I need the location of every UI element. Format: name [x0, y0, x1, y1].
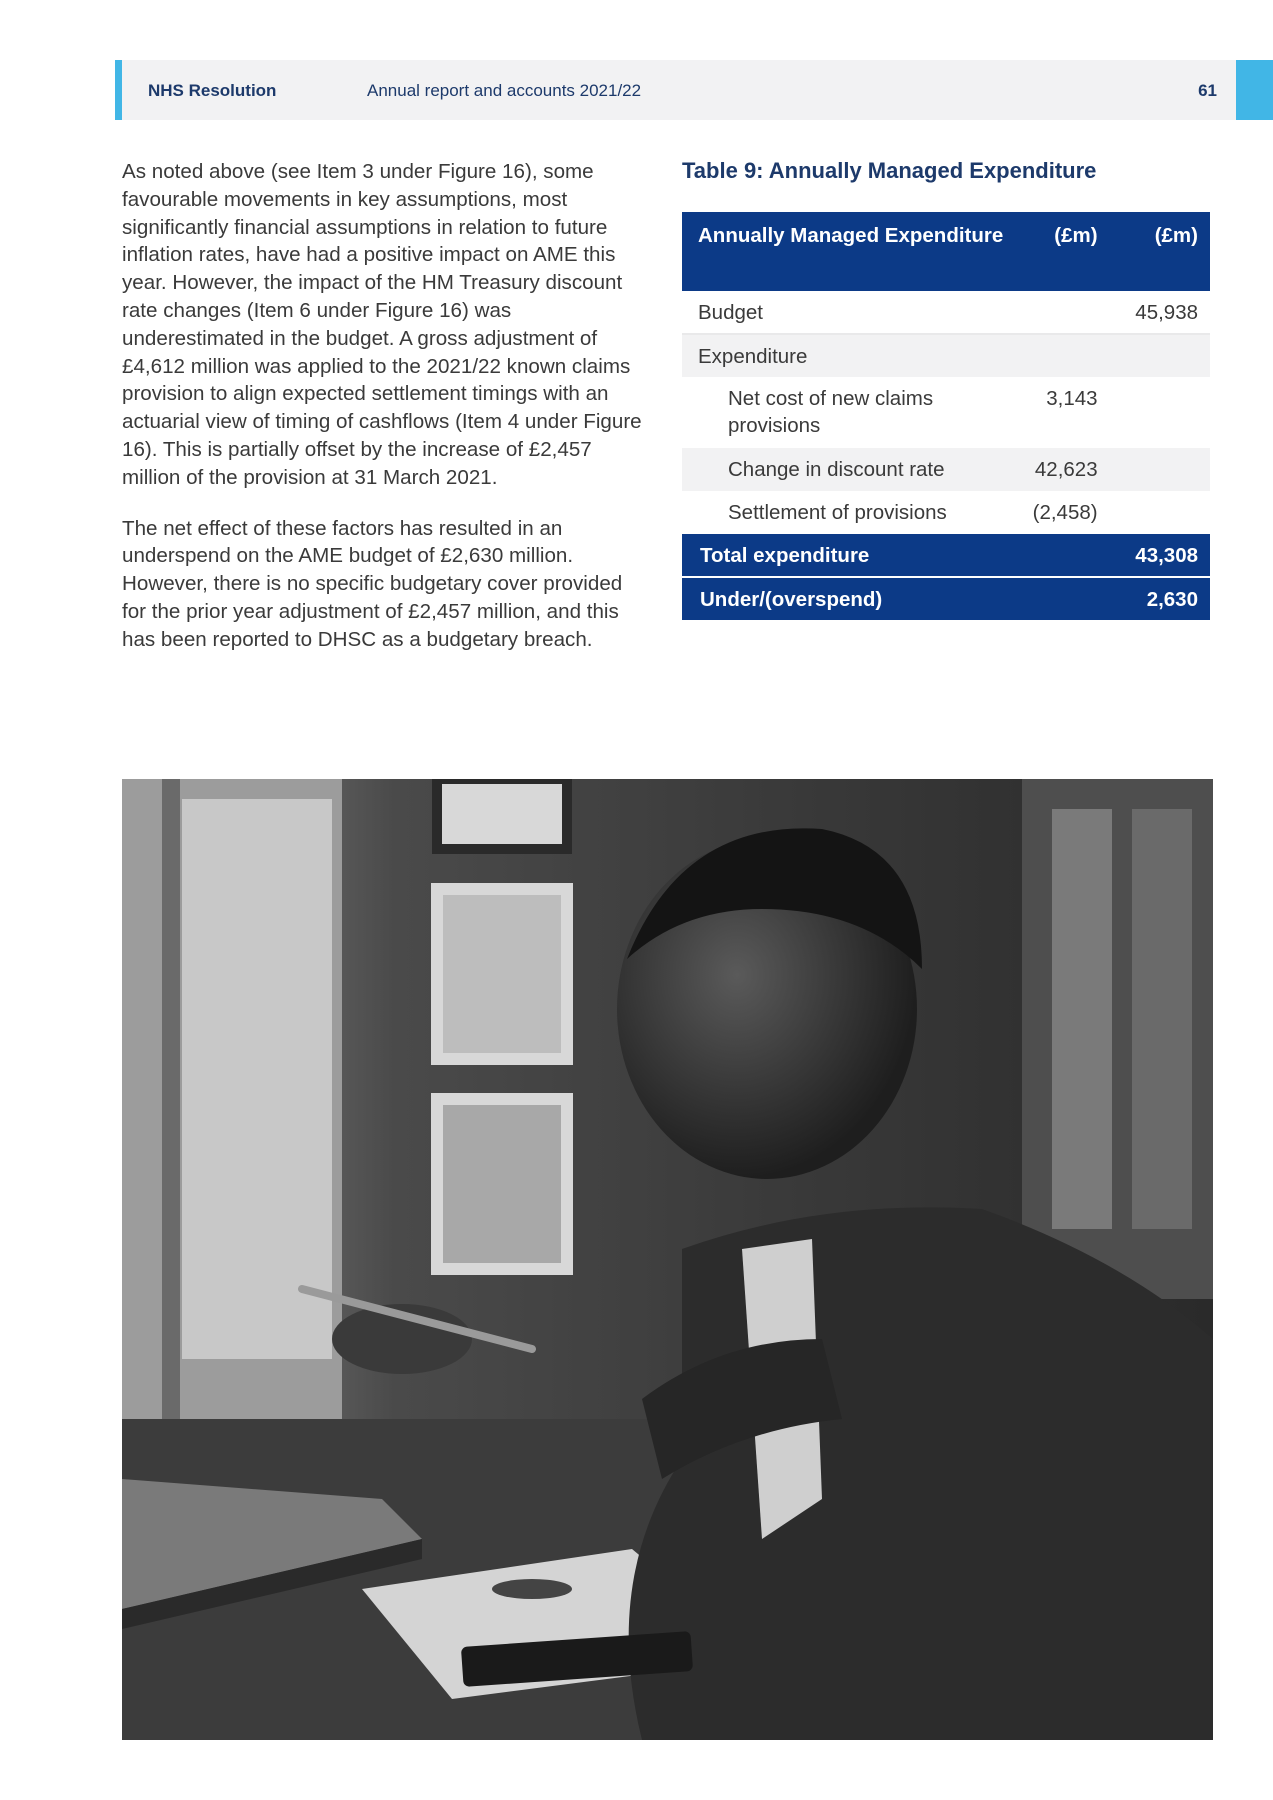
- row-value: [1007, 577, 1097, 620]
- row-label: Total expenditure: [700, 544, 870, 567]
- row-label: Change in discount rate: [728, 458, 945, 481]
- column-header-unit: (£m): [1054, 224, 1098, 247]
- column-header-unit: (£m): [1154, 224, 1198, 247]
- row-value: [1098, 334, 1210, 377]
- page-edge-tab: [1236, 60, 1273, 120]
- window-shape: [182, 799, 332, 1359]
- row-label: Budget: [682, 291, 1007, 334]
- row-label: Net cost of new claims provisions: [728, 387, 934, 437]
- row-value: [1007, 334, 1097, 377]
- picture-frame: [437, 889, 567, 1059]
- row-value: [1098, 491, 1210, 534]
- table-total-row: [682, 534, 1210, 577]
- row-value: (2,458): [1032, 501, 1098, 524]
- table-header-row: [682, 212, 1210, 291]
- row-value: [1098, 448, 1210, 491]
- header-org-name: NHS Resolution: [148, 81, 277, 100]
- picture-frame: [437, 779, 567, 849]
- picture-frame: [437, 1099, 567, 1269]
- row-label: Under/(overspend): [682, 577, 1007, 620]
- table-row: [682, 334, 1210, 377]
- row-value: [1007, 534, 1097, 577]
- row-value: [1098, 377, 1210, 448]
- row-label: Expenditure: [698, 345, 808, 368]
- body-text: [122, 158, 642, 677]
- header-document-title: Annual report and accounts 2021/22: [367, 81, 642, 100]
- row-value: 45,938: [1098, 291, 1210, 334]
- page-number: 61: [1198, 81, 1217, 100]
- table-row: [682, 377, 1210, 448]
- window-shape: [1052, 809, 1112, 1229]
- table-row: [682, 291, 1210, 334]
- row-label: Settlement of provisions: [728, 501, 947, 524]
- row-value: [1007, 291, 1097, 334]
- table-row: [682, 491, 1210, 534]
- paragraph: As noted above (see Item 3 under Figure 16), some favourable movements in key assumptions, most significantly financial assumptions in relation to future inflation rates, have had a positive impact on AME this year. However, the impact of the HM Treasury discount rate changes (Item 6 under Figure 16) was underestimated in the budget. A gross adjustment of £4,612 million was applied to the 2021/22 known claims provision to align expected settlement timings with an actuarial view of timing of cashflows (Item 4 under Figure 16). This is partially offset by the increase of £2,457 million of the provision at 31 March 2021.: [122, 160, 642, 489]
- row-value: 43,308: [1135, 544, 1198, 567]
- header-accent-bar: [115, 60, 122, 120]
- paragraph: The net effect of these factors has resulted in an underspend on the AME budget of £2,630 million. However, there is no specific budgetary cover provided for the prior year adjustment of £2,457 million, and this has been reported to DHSC as a budgetary breach.: [122, 516, 623, 651]
- person-body-shape: [629, 1207, 1213, 1740]
- column-header-label: Annually Managed Expenditure: [698, 224, 1004, 247]
- window-shape: [162, 779, 180, 1419]
- table-title: Table 9: Annually Managed Expenditure: [682, 158, 1097, 183]
- row-value: 3,143: [1046, 387, 1098, 410]
- row-value: 2,630: [1098, 577, 1210, 620]
- table-row: [682, 448, 1210, 491]
- page-header: [115, 60, 1239, 120]
- row-value: 42,623: [1034, 458, 1098, 481]
- paper-chart-shape: [492, 1579, 572, 1599]
- table-total-row: [682, 577, 1210, 620]
- office-photo: [122, 779, 1213, 1740]
- window-shape: [1132, 809, 1192, 1229]
- ame-table: [682, 212, 1210, 620]
